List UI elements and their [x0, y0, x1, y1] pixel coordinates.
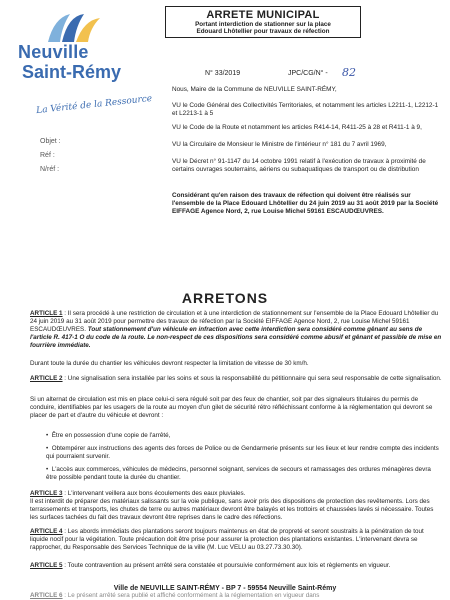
article-4-label: ARTICLE 4 — [30, 528, 63, 535]
article-3-more: Il est interdit de préparer des matériaux salissants sur la voie publique, sans avoir pris des dispositions de protection des revêtements. Lors des terrassements et transports, les chutes de terre ou autres matériaux devront être balayés et les trottoirs et chaussées lavés si nécessaire. Toutes les surfaces tachées du fait des travaux devront être reprises dans le cadre des réfections. — [30, 498, 434, 522]
vu-circulaire: VU la Circulaire de Monsieur le Ministre de l'intérieur n° 181 du 7 avril 1969, — [172, 141, 387, 148]
page-footer: Ville de NEUVILLE SAINT-RÉMY - BP 7 - 59554 Neuville Saint-Rémy — [113, 585, 337, 592]
article-3-text: : L'intervenant veillera aux bons écoulements des eaux pluviales. — [62, 490, 246, 497]
article-2-text: : Une signalisation sera installée par les soins et sous la responsabilité du pétitionnaire qui sera seul responsable de cette signalisation. — [62, 375, 442, 382]
arrete-number: N° 33/2019 — [205, 70, 241, 77]
reference-line — [205, 70, 328, 77]
article-4-text: : Les abords immédiats des plantations seront toujours maintenus en état de propreté et seront soustraits à la pénétration de tout liquide nocif pour la végétation. Toute précaution doit être prise pour assurer la protection des plantations existantes. L'intervenant devra se rapprocher, du Responsable des Services Technique de la ville (M. Luc VELU au 03.27.73.30.30). — [30, 528, 424, 552]
arretons-heading: ARRETONS — [181, 290, 269, 306]
alternat-text: Si un alternat de circulation est mis en place celui-ci sera régulé soit par des feux de chantier, soit par des signaleurs titulaires du permis de conduire, identifiables par les usagers de la route au moyen d'un gilet de sécurité rétro réfléchissant conforme à la réglementation qui devront se placer de part et d'autre du véhicule et devront : — [30, 396, 433, 420]
article-3-label: ARTICLE 3 — [30, 490, 63, 497]
mayor-line: Nous, Maire de la Commune de NEUVILLE SAINT-RÉMY, — [172, 86, 337, 93]
article-3 — [30, 490, 442, 522]
vu-code-route: VU le Code de la Route et notamment les articles R414-14, R411-25 à 28 et R411-1 à 9, — [172, 124, 422, 131]
list-item: • L'accès aux commerces, véhicules de médecins, personnel soignant, services de secours et ramassages des ordures ménagères devra être possible pendant toute la durée du chantier. — [46, 466, 431, 482]
article-4 — [30, 528, 442, 552]
reference-code: JPC/CG/N° - — [288, 70, 328, 77]
objet-label: Objet : — [40, 138, 61, 145]
city-logo-mark — [40, 12, 110, 44]
logo-tagline: La Vérité de la Ressource — [35, 93, 153, 117]
article-5-label: ARTICLE 5 — [30, 562, 63, 569]
list-item: • Être en possession d'une copie de l'arrêté, — [46, 432, 171, 439]
article-1-text: : Il sera procédé à une restriction de circulation et à une interdiction de stationnement sur l'ensemble de la Place Edouard Lhôtellier du 24 juin 2019 au 31 août 2019 pour permettre des travaux de réfection par la Société EIFFAGE Agence Nord, 2, rue Louise Michel 59161 ESCAUDŒUVRES. — [30, 310, 439, 334]
list-item: • Obtempérer aux instructions des agents des forces de Police ou de Gendarmerie présents sur les lieux et leur rendre compte des incidents qui pourraient survenir. — [46, 445, 439, 461]
speed-limit: Durant toute la durée du chantier les véhicules devront respecter la limitation de vitesse de 30 km/h. — [30, 360, 309, 367]
logo-name-line1: Neuville — [18, 42, 89, 62]
document-subtitle-2: Edouard Lhôtellier pour travaux de réfection — [196, 28, 330, 35]
article-2 — [30, 375, 442, 383]
ref-label: Réf : — [40, 152, 55, 159]
article-2-label: ARTICLE 2 — [30, 375, 63, 382]
article-6 — [30, 592, 442, 599]
article-6-label: ARTICLE 6 — [30, 592, 63, 599]
document-title: ARRETE MUNICIPAL — [206, 9, 320, 21]
article-1-label: ARTICLE 1 — [30, 310, 63, 317]
title-box — [165, 6, 361, 38]
article-1-warning: Tout stationnement d'un véhicule en infraction avec cette interdiction sera considéré comme gênant au sens de l'article R. 417-1 O du code de la route. Le non-respect de ces dispositions sera considéré comme abusif et gênant et passible de mise en fourrière immédiate. — [30, 326, 442, 350]
vu-cgct: VU le Code Général des Collectivités Territoriales, et notamment les articles L2211-1, L2212-1 et L2213-1 à 5 — [172, 102, 439, 118]
obligations-list — [46, 432, 442, 487]
vu-decret: VU le Décret n° 91-1147 du 14 octobre 1991 relatif à l'exécution de travaux à proximité de certains ouvrages souterrains, aériens ou subaquatiques de transport ou de distribution — [172, 158, 426, 174]
article-5 — [30, 562, 442, 570]
article-1 — [30, 310, 442, 350]
logo-name-line2: Saint-Rémy — [22, 62, 122, 82]
article-6-text: : Le présent arrêté sera publié et affiché conformément à la réglementation en vigueur dans — [62, 592, 320, 599]
considerant: Considérant qu'en raison des travaux de réfection qui doivent être réalisés sur l'ensemble de la Place Edouard Lhôtellier du 24 juin 2019 au 31 août 2019 par la Société EIFFAGE Agence Nord, 2, rue Louise Michel 59161 ESCAUDŒUVRES. — [172, 192, 439, 216]
handwritten-number: 82 — [342, 66, 356, 79]
document-subtitle-1: Portant interdiction de stationner sur la place — [195, 21, 331, 28]
nref-label: N/réf : — [40, 166, 60, 173]
article-5-text: : Toute contravention au présent arrêté sera constatée et poursuivie conformément aux lois et règlements en vigueur. — [62, 562, 391, 569]
